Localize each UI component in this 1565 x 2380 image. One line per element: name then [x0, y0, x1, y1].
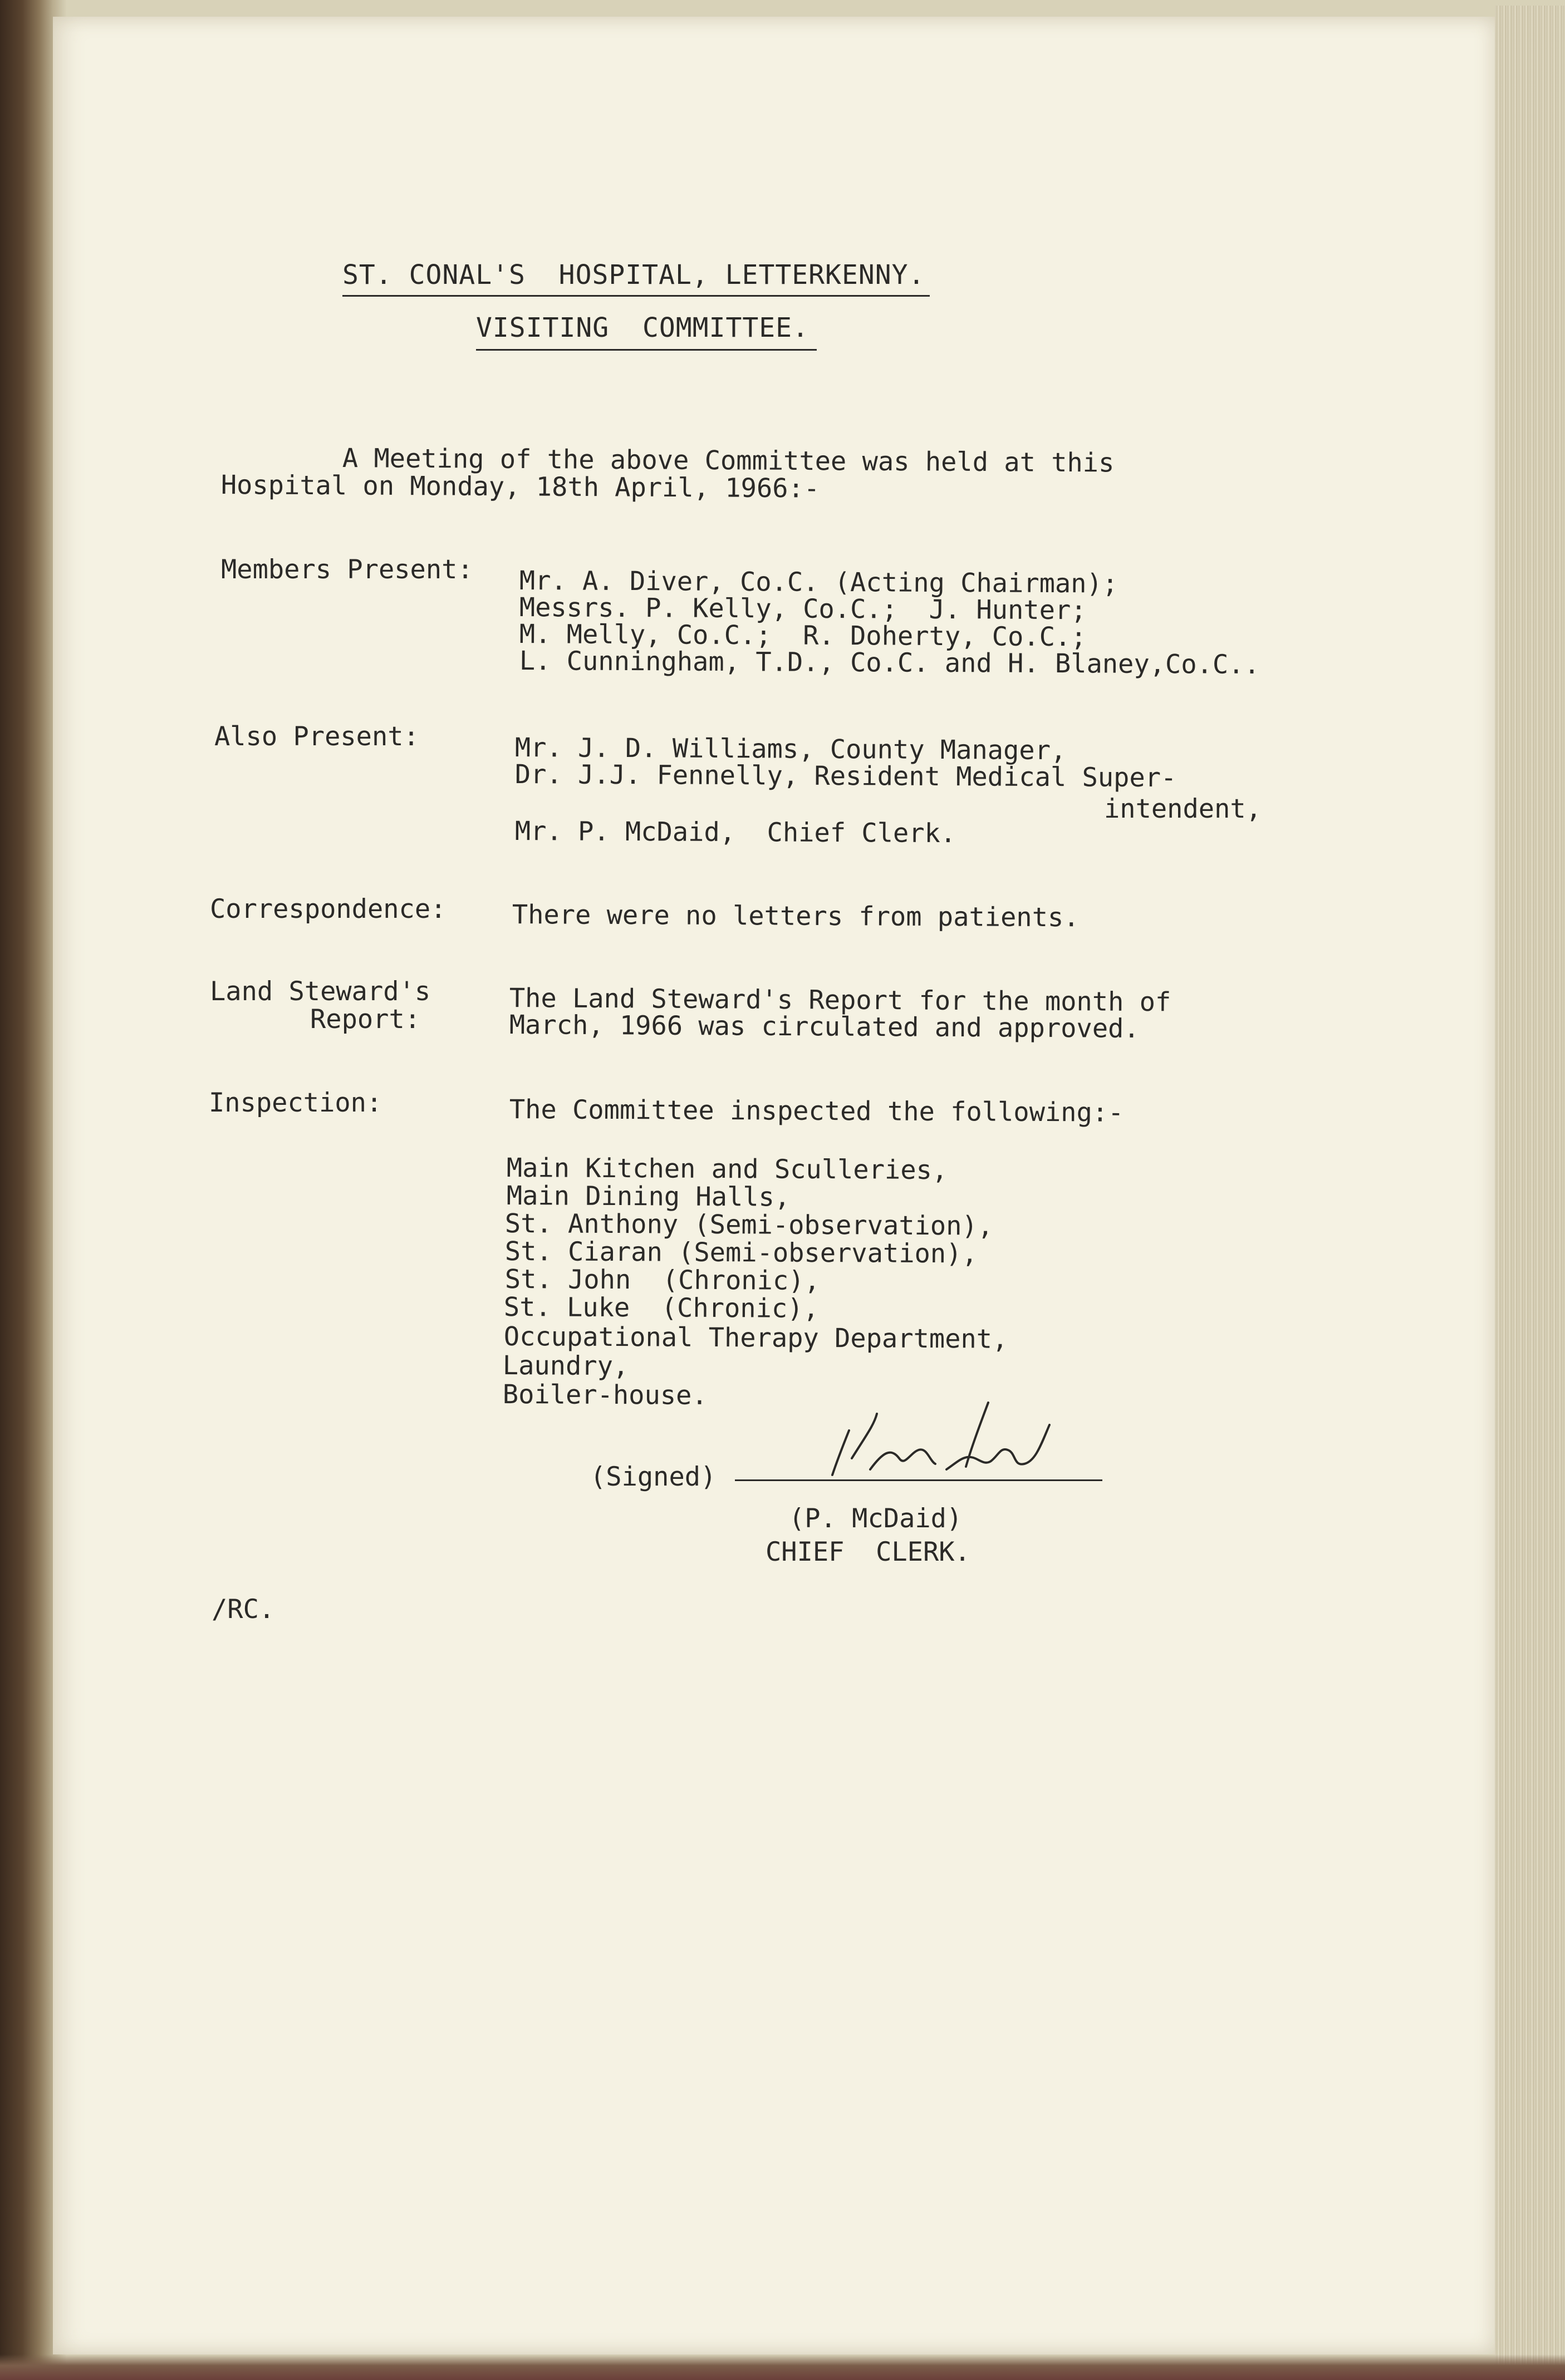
signed-label: (Signed): [590, 1462, 717, 1492]
inspection-item: Boiler-house.: [502, 1379, 708, 1411]
land-steward-label: Land Steward's: [210, 976, 431, 1007]
inspection-item: Laundry,: [502, 1350, 629, 1382]
page-stack-edges: [1495, 6, 1565, 2380]
committee-heading: VISITING COMMITTEE.: [476, 312, 809, 343]
land-steward-line-2: March, 1966 was circulated and approved.: [509, 1010, 1140, 1044]
members-line: Mr. A. Diver, Co.C. (Acting Chairman);: [519, 566, 1118, 599]
intro-line-1: A Meeting of the above Committee was held at this: [342, 443, 1115, 479]
correspondence-text: There were no letters from patients.: [512, 899, 1080, 933]
signatory-name: (P. McDaid): [789, 1503, 963, 1534]
correspondence-label: Correspondence:: [210, 894, 447, 925]
inspection-intro: The Committee inspected the following:-: [509, 1094, 1124, 1128]
inspection-item: St. Luke (Chronic),: [503, 1292, 819, 1324]
inspection-item: St. Anthony (Semi-observation),: [504, 1208, 994, 1242]
members-present-label: Members Present:: [221, 554, 473, 585]
members-line: L. Cunningham, T.D., Co.C. and H. Blaney,Co.C..: [519, 646, 1260, 680]
hospital-heading-underline: [342, 295, 930, 297]
inspection-item: Occupational Therapy Department,: [503, 1321, 1008, 1355]
members-line: Messrs. P. Kelly, Co.C.; J. Hunter;: [519, 592, 1087, 626]
also-present-line: Mr. P. McDaid, Chief Clerk.: [514, 816, 956, 849]
document-page: [53, 17, 1495, 2354]
signatory-title: CHIEF CLERK.: [766, 1537, 970, 1567]
hospital-heading: ST. CONAL'S HOSPITAL, LETTERKENNY.: [342, 259, 925, 291]
intro-line-2: Hospital on Monday, 18th April, 1966:-: [220, 470, 820, 504]
land-steward-label-2: Report:: [310, 1004, 421, 1035]
inspection-item: Main Kitchen and Sculleries,: [506, 1153, 948, 1186]
members-line: M. Melly, Co.C.; R. Doherty, Co.C.;: [519, 619, 1087, 653]
land-steward-line-1: The Land Steward's Report for the month of: [509, 983, 1171, 1018]
also-present-line: Dr. J.J. Fennelly, Resident Medical Super-: [514, 759, 1177, 794]
inspection-item: St. Ciaran (Semi-observation),: [504, 1236, 978, 1270]
also-present-line: intendent,: [1104, 794, 1262, 824]
handwritten-signature: [821, 1391, 1100, 1503]
committee-heading-underline: [476, 349, 817, 351]
inspection-label: Inspection:: [209, 1088, 382, 1118]
inspection-item: St. John (Chronic),: [504, 1264, 820, 1296]
inspection-item: Main Dining Halls,: [506, 1181, 791, 1213]
typist-reference: /RC.: [212, 1594, 275, 1625]
also-present-label: Also Present:: [214, 721, 419, 752]
binding-bottom-edge: [0, 2354, 1565, 2380]
also-present-line: Mr. J. D. Williams, County Manager,: [514, 732, 1067, 766]
